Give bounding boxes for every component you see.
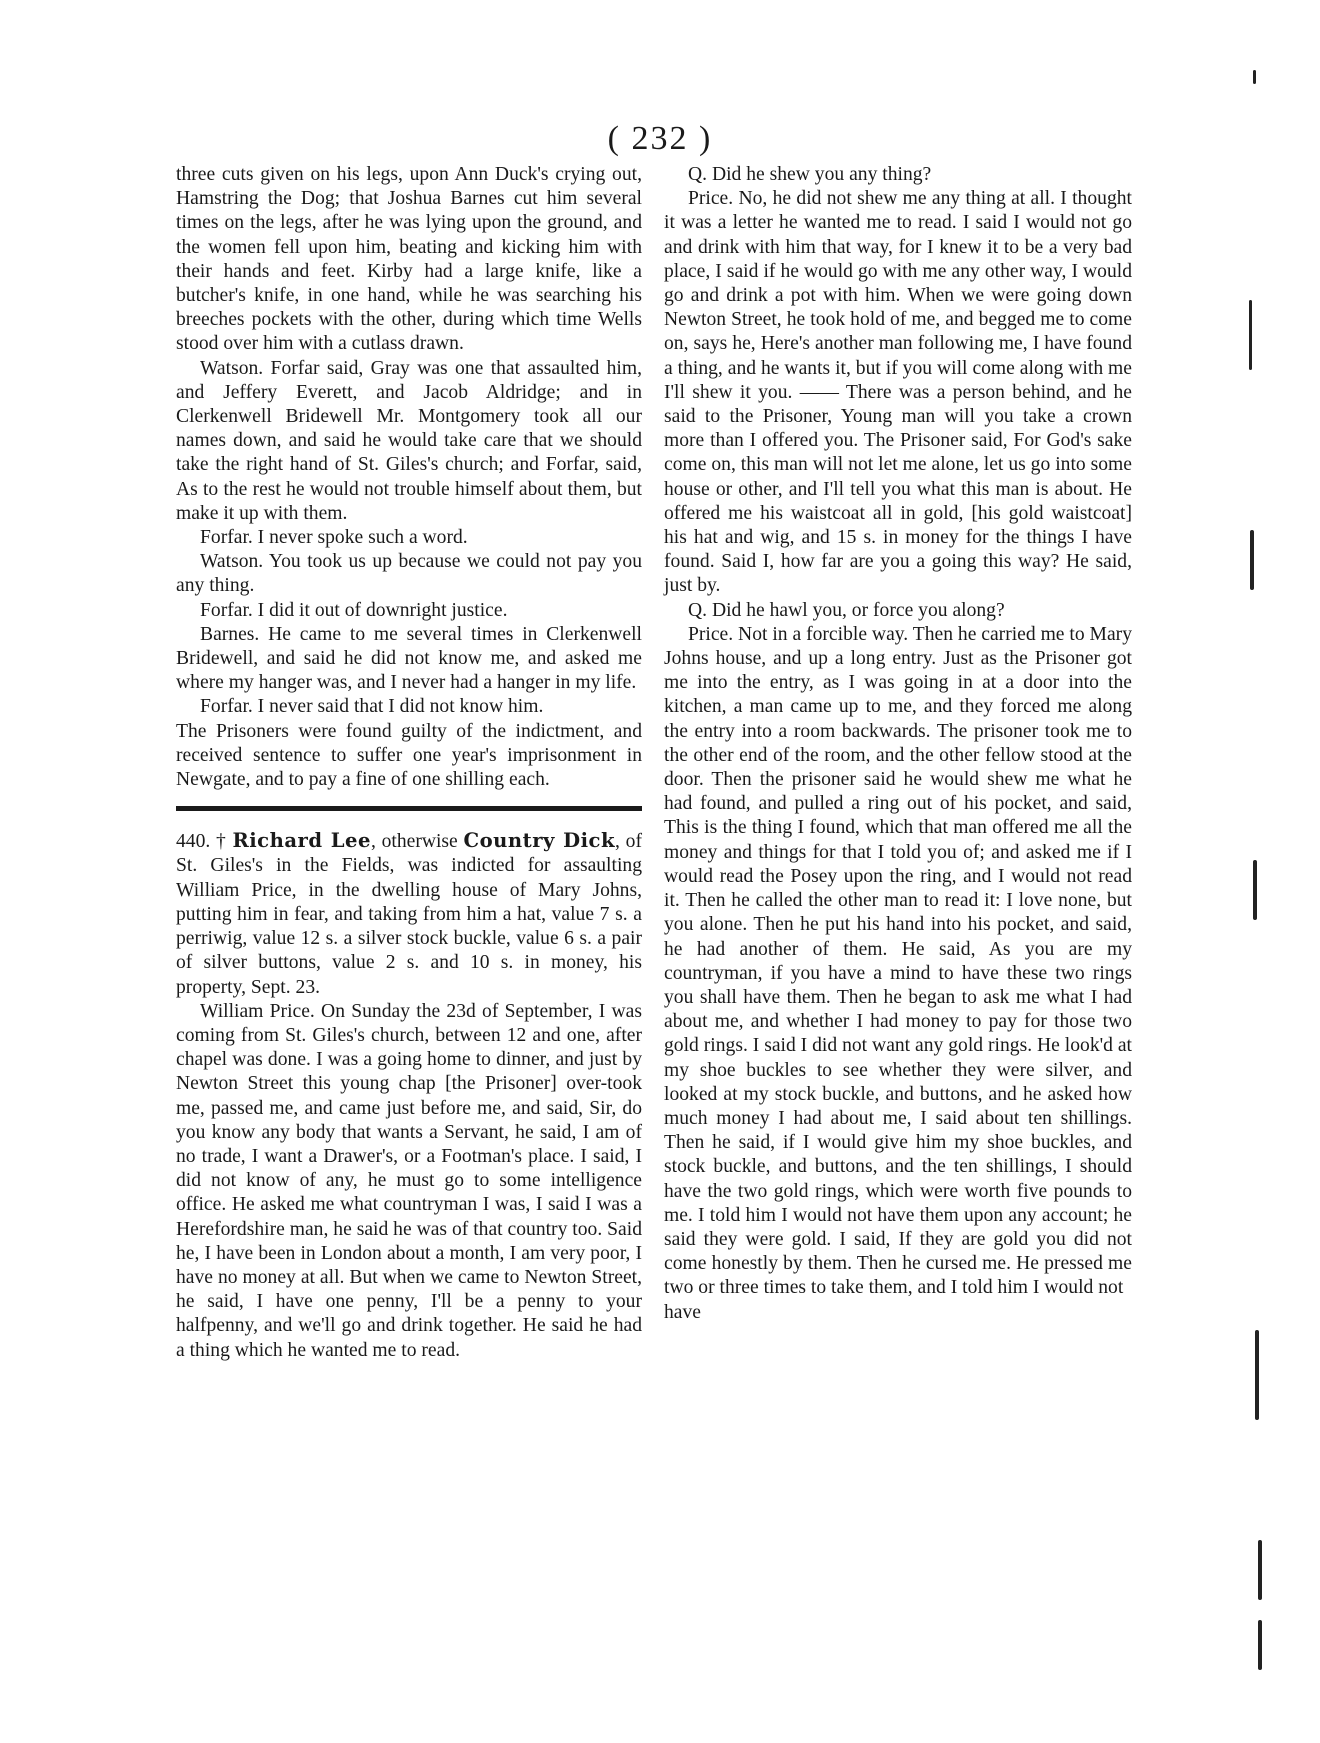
scan-mark <box>1253 70 1256 84</box>
scan-mark <box>1258 1540 1262 1600</box>
paragraph: Price. No, he did not shew me any thing at all. I thought it was a letter he wanted me to read. I said I would not go and drink with him that way, for I knew it to be a very bad place, I said if he would go with me any other way, I would go and drink a pot with him. When we were going down Newton Street, he took hold of me, and begged me to come on, says he, Here's another man following me, I have found a thing, and he wants it, but if you will come along with me I'll shew it you. —— There was a person behind, and he said to the Prisoner, Young man will you take a crown more than I offered you. The Prisoner said, For God's sake come on, this man will not let me alone, let us go into some house or other, and I'll tell you what this man is about. He offered me his waistcoat all in gold, [his gold waistcoat] his hat and wig, and 15 s. in money for the things I have found. Said I, how far are you a going this way? He said, just by. <box>664 188 1132 597</box>
paragraph: Watson. You took us up because we could not pay you any thing. <box>176 551 642 597</box>
paragraph: Forfar. I never spoke such a word. <box>200 527 468 549</box>
right-column <box>664 163 1132 1325</box>
alias-connector: , otherwise <box>370 831 464 853</box>
scan-mark <box>1258 1620 1262 1670</box>
indictment-text: , of St. Giles's in the Fields, was indicted for assaulting William Price, in the dwelling house of Mary Johns, putting him in fear, and taking from him a hat, value 7 s. a perriwig, value 12 s. a silver stock buckle, value 6 s. a pair of silver buttons, value 2 s. and 10 s. in money, his property, Sept. 23. <box>176 831 642 998</box>
section-divider <box>176 806 642 811</box>
scan-mark <box>1250 530 1254 590</box>
entry-number: 440. † <box>176 831 227 853</box>
defendant-alias: Country Dick <box>463 829 616 853</box>
paragraph: Watson. Forfar said, Gray was one that assaulted him, and Jeffery Everett, and Jacob Aldridge; and in Clerkenwell Bridewell Mr. Montgomery took all our names down, and said he would take care that we should take the right hand of St. Giles's church; and Forfar, said, As to the rest he would not trouble himself about them, but make it up with them. <box>176 357 642 524</box>
defendant-name: Richard Lee <box>232 829 371 853</box>
scan-mark <box>1249 300 1252 370</box>
paragraph: Forfar. I never said that I did not know him. <box>200 696 544 718</box>
scan-mark <box>1253 860 1257 920</box>
paragraph: Q. Did he hawl you, or force you along? <box>688 599 1005 621</box>
testimony-paragraph: William Price. On Sunday the 23d of September, I was coming from St. Giles's church, between 12 and one, after chapel was done. I was a going home to dinner, and just by Newton Street this young chap [the Prisoner] over-took me, passed me, and came just before me, and said, Sir, do you know any body that wants a Servant, he said, I am of no trade, I want a Drawer's, or a Footman's place. I said, I did not know of any, he must go to some intelligence office. He asked me what countryman I was, I said I was a Herefordshire man, he said he was of that country too. Said he, I have been in London about a month, I am very poor, I have no money at all. But when we came to Newton Street, he said, I have one penny, I'll be a penny to your halfpenny, and we'll go and drink together. He said he had a thing which he wanted me to read. <box>176 1000 642 1361</box>
left-column <box>176 163 642 1363</box>
paragraph: Forfar. I did it out of downright justice. <box>200 599 508 621</box>
paragraph: Barnes. He came to me several times in Clerkenwell Bridewell, and said he did not know me, and asked me where my hanger was, and I never had a hanger in my life. <box>176 623 642 694</box>
scan-mark <box>1255 1330 1259 1420</box>
case-heading <box>176 829 642 999</box>
paragraph: three cuts given on his legs, upon Ann Duck's crying out, Hamstring the Dog; that Joshua Barnes cut him several times on the legs, after he was lying upon the ground, and the women fell upon him, beating and kicking him with their hands and feet. Kirby had a large knife, like a butcher's knife, in one hand, while he was searching his breeches pockets with the other, during which time Wells stood over him with a cutlass drawn. <box>176 164 642 355</box>
paragraph: Price. Not in a forcible way. Then he carried me to Mary Johns house, and up a long entry. Just as the Prisoner got me into the entry, as I was going in at a door into the kitchen, a man came up to me, and they forced me along the entry into a room backwards. The prisoner took me to the other end of the room, and the other fellow stood at the door. Then the prisoner said he would shew me what he had found, and pulled a ring out of his pocket, and said, This is the thing I found, which that man offered me all the money and things for that I told you of; and asked me if I would read the Posey upon the ring, and I would not read it. Then he called the other man to read it: I love none, but you alone. Then he put his hand into his pocket, and said, he had another of them. He said, As you are my countryman, if you have a mind to have these two rings you shall have them. Then he began to ask me what I had about me, and whether I had money to pay for those two gold rings. I said I did not want any gold rings. He look'd at my shoe buckles to see whether they were silver, and looked at my stock buckle, and buttons, and he asked how much money I had about me, I said about ten shillings. Then he said, if I would give him my shoe buckles, and stock buckle, and buttons, and the ten shillings, I should have the two gold rings, which were worth five pounds to me. I told him I would not have them upon any account; he said they were gold. I said, If they are gold you did not come honestly by them. Then he cursed me. He pressed me two or three times to take them, and I told him I would not <box>664 623 1132 1299</box>
page-number: ( 232 ) <box>607 120 713 157</box>
catchword: have <box>664 1301 701 1323</box>
verdict-paragraph: The Prisoners were found guilty of the indictment, and received sentence to suffer one year's imprisonment in Newgate, and to pay a fine of one shilling each. <box>176 720 642 791</box>
paragraph: Q. Did he shew you any thing? <box>688 164 932 185</box>
